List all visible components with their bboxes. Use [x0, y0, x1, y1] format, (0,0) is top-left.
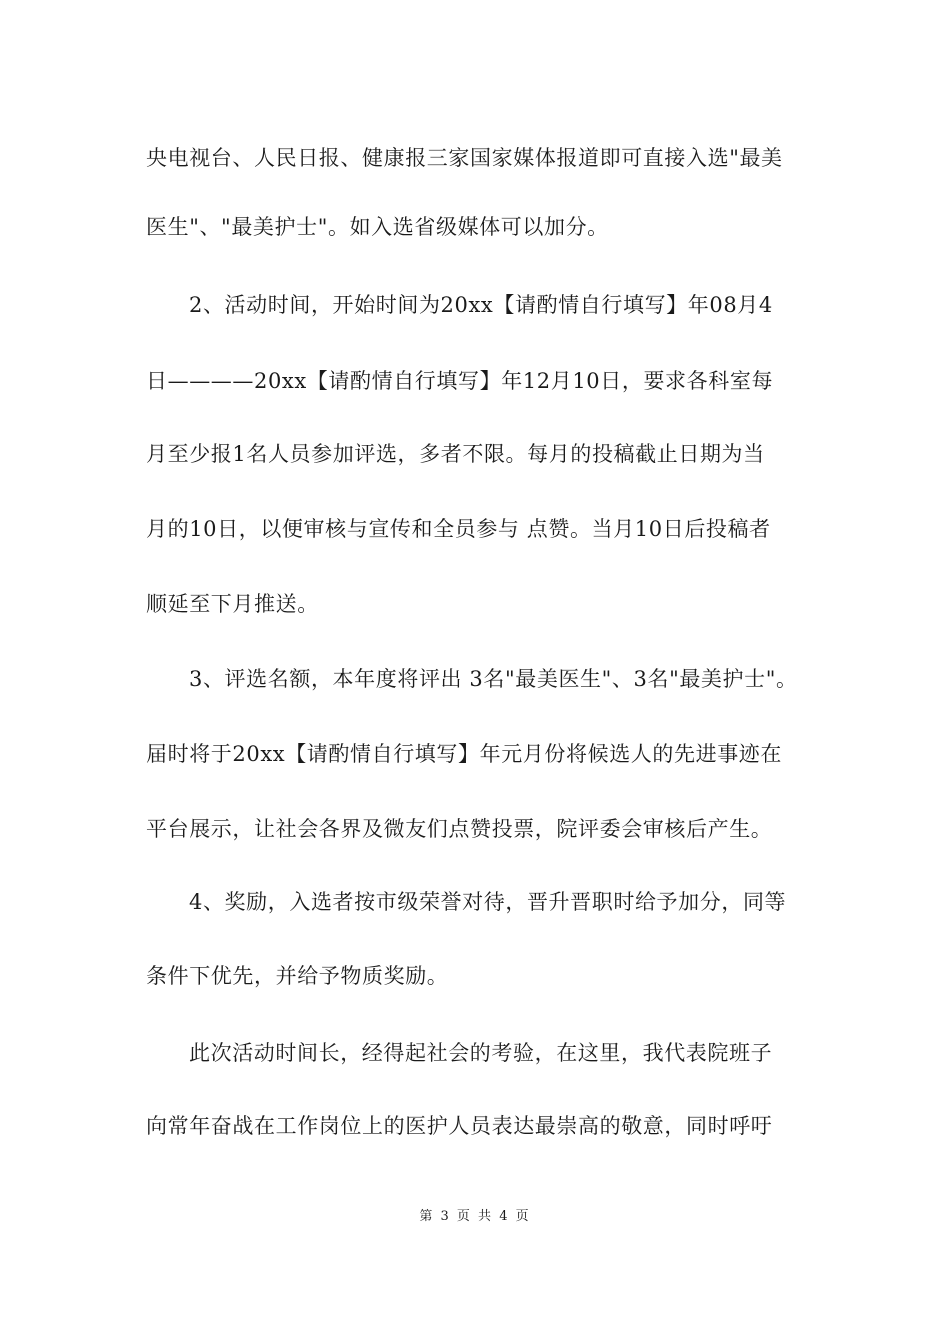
- paragraph-3-line-1: 3、评选名额，本年度将评出 3名"最美医生"、3名"最美护士"。: [189, 667, 798, 691]
- paragraph-2-line-1: 2、活动时间，开始时间为20xx【请酌情自行填写】年08月4: [189, 293, 773, 317]
- paragraph-4-line-1: 4、奖励，入选者按市级荣誉对待，晋升晋职时给予加分，同等: [189, 890, 787, 914]
- paragraph-5-line-1: 此次活动时间长，经得起社会的考验，在这里，我代表院班子: [189, 1041, 773, 1065]
- text-line-2: 医生"、"最美护士"。如入选省级媒体可以加分。: [146, 215, 609, 239]
- paragraph-3-line-3: 平台展示，让社会各界及微友们点赞投票，院评委会审核后产生。: [146, 817, 773, 841]
- paragraph-2-line-2: 日————20xx【请酌情自行填写】年12月10日，要求各科室每: [146, 369, 774, 393]
- paragraph-3-line-2: 届时将于20xx【请酌情自行填写】年元月份将候选人的先进事迹在: [146, 742, 783, 766]
- paragraph-2-line-5: 顺延至下月推送。: [146, 592, 319, 616]
- paragraph-2-line-3: 月至少报1名人员参加评选，多者不限。每月的投稿截止日期为当: [146, 442, 765, 466]
- page-number-footer: 第 3 页 共 4 页: [419, 1209, 531, 1224]
- paragraph-2-line-4: 月的10日，以便审核与宣传和全员参与 点赞。当月10日后投稿者: [146, 517, 771, 541]
- paragraph-5-line-2: 向常年奋战在工作岗位上的医护人员表达最崇高的敬意，同时呼吁: [146, 1114, 773, 1138]
- paragraph-4-line-2: 条件下优先，并给予物质奖励。: [146, 964, 449, 988]
- text-line-1: 央电视台、人民日报、健康报三家国家媒体报道即可直接入选"最美: [146, 146, 783, 170]
